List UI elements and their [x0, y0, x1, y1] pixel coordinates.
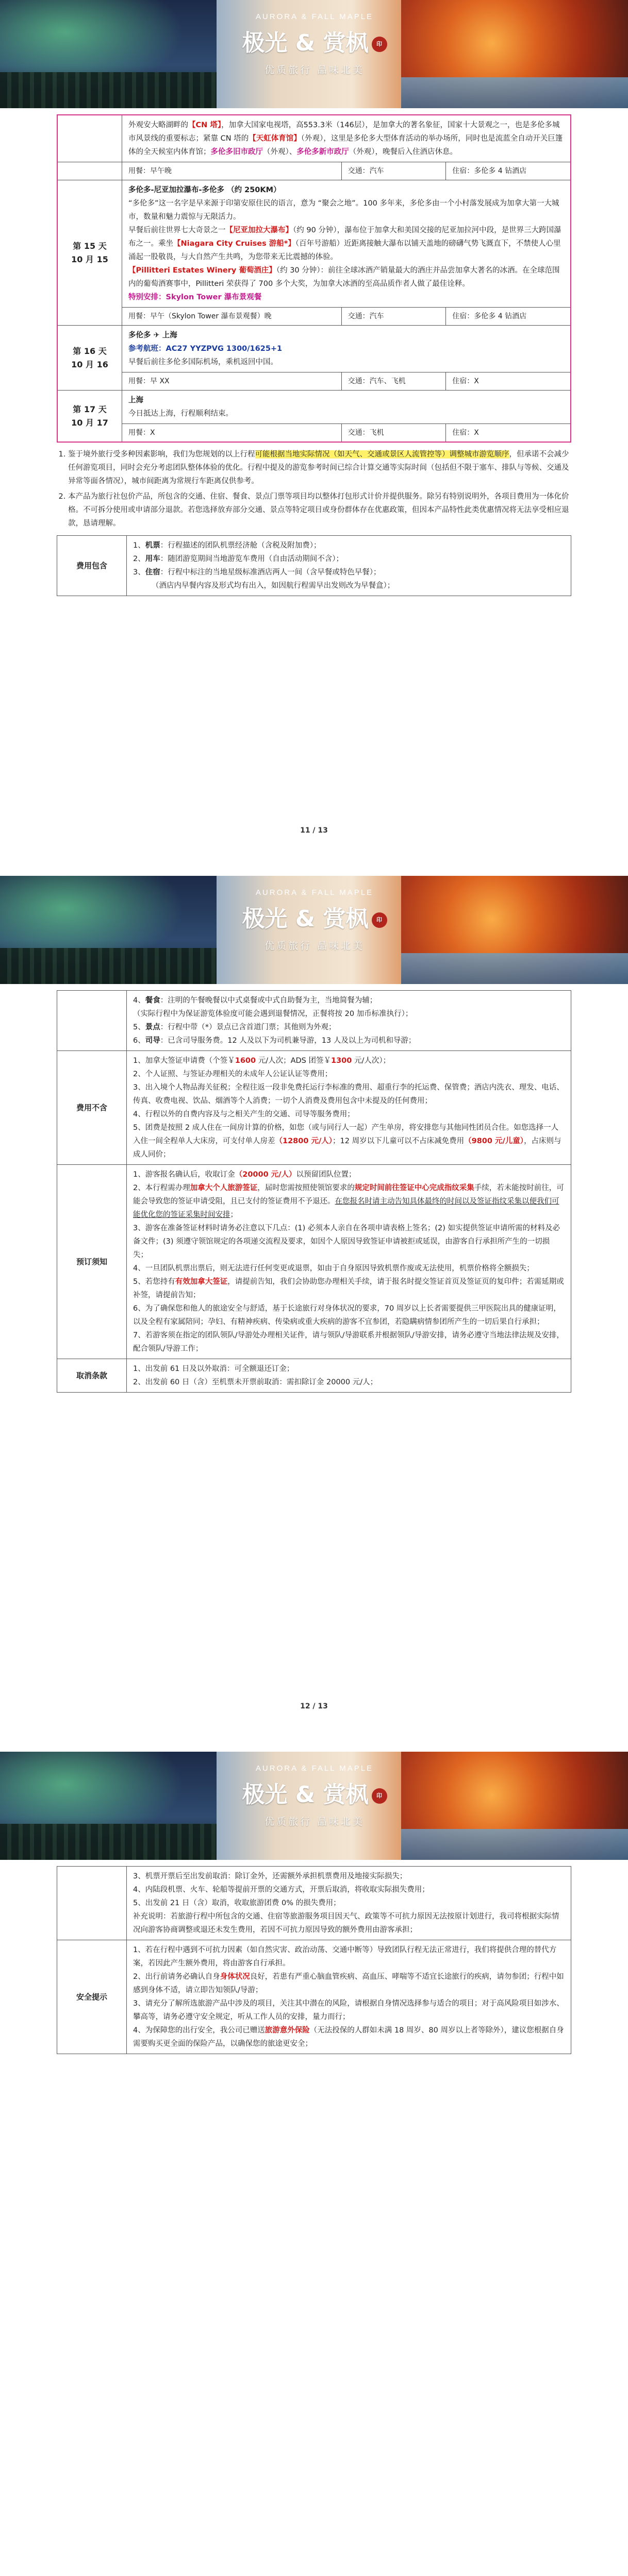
cancel-item: 1、出发前 61 日及以外取消：可全额退还订金；: [133, 1365, 294, 1373]
exclude-item: 1、加拿大签证申请费（个签￥1600 元/人次；ADS 团签￥1300 元/人次）；: [133, 1057, 391, 1065]
day16-transport: 交通：汽车、飞机: [341, 372, 446, 391]
day17-label-cell: [57, 391, 122, 443]
day15-body: [122, 180, 571, 308]
lake-image: [401, 77, 628, 108]
day15-falls-paragraph: 早餐后前往世界七大奇景之一【尼亚加拉大瀑布】（约 90 分钟），瀑布位于加拿大和美国交接的尼亚加拉河中段，是世界三大跨国瀑布之一。乘坐【Niagara City Cruises 游船*】（百年号游船）近距离接触大瀑布以铺天盖地的磅礴气势飞溉直下，不禁使人心里涌起一股敬畏，与大自然产生共鸣，为您带来无比震撼的体验。: [128, 226, 561, 261]
day16-flight: 参考航班：AC27 YYZPVG 1300/1625+1: [128, 345, 283, 353]
brand-slogan: 优质旅行 品味北美: [264, 940, 365, 952]
cancel-item: 4、内陆段机票、火车、轮船等提前开票的交通方式，开票后取消，将收取实际损失费用；: [133, 1886, 429, 1894]
day15-hotel: 住宿：多伦多 4 钻酒店: [446, 308, 571, 326]
fee-item: 6、司导：已含司导服务费。12 人及以下为司机兼导游，13 人及以上为司机和导游；: [133, 1037, 416, 1045]
booking-item: 2、本行程需办理加拿大个人旅游签证，届时您需按照使领馆要求的规定时间前往签证中心完成指纹采集手续，若未能按时前往，可能会导致您的签证申请受阻，且已支付的签证费用不予退还。在您报名时请主动告知具体最终的时间以及签证指纹采集以便我们可能优化您的签证采集时间安排；: [133, 1184, 564, 1219]
day16-text: 早餐后前往多伦多国际机场，乘机返回中国。: [128, 358, 278, 366]
page-number: 12 / 13: [300, 1702, 328, 1710]
day15-winery-paragraph: 【Pillitteri Estates Winery 葡萄酒庄】（约 30 分钟）：前往全球冰酒产销量最大的酒庄并品尝加拿大著名的冰酒。在全球范围内的葡萄酒赛事中，Pillitteri 荣获得了 700 多个大奖，为加拿大冰酒的至高品质作者人做了最佳诠释。: [128, 266, 560, 288]
day15-special: 特别安排：Skylon Tower 瀑布景观餐: [128, 293, 262, 301]
fee-item: 2、用车：随团游览期间当地游览车费用（自由活动期间不含）；: [133, 555, 343, 563]
cancel-continued: [57, 1867, 571, 1940]
brand-title-text: 极光 & 赏枫: [242, 906, 369, 932]
day17-title: 上海: [128, 396, 143, 404]
new-city-hall: 多伦多新市政厅: [296, 148, 349, 156]
forest-silhouette: [0, 1824, 217, 1860]
day15-date: 10 月 15: [71, 254, 108, 264]
cancel-row: [57, 1359, 571, 1393]
day15-intro: “多伦多”这一名字是早来源于印第安原住民的语言，意为 “聚会之地”。100 多年来，多伦多由一个小村落发展成为加拿大第一大城市，数量和魅力震惊与无限活力。: [128, 199, 559, 221]
cn-tower-link: 【CN 塔】: [188, 121, 222, 129]
booking-item: 6、为了确保您和他人的旅途安全与舒适，基于长途旅行对身体状况的要求，70 周岁以上长者需要提供三甲医院出具的健康证明，以及全程有家属陪同；孕妇、有精神疾病、传染病或重大疾病的游客不宜参团，若隐瞒病情参团所产生的一切后果自行承担；: [133, 1304, 561, 1326]
day15-label-cell: [57, 180, 122, 326]
day17-date: 10 月 17: [71, 417, 108, 428]
fee-include-label: 费用包含: [57, 536, 127, 596]
day14-label-cell: [57, 115, 122, 162]
booking-row: [57, 1165, 571, 1359]
day14-row: [57, 115, 571, 162]
policy-table-2: [57, 1866, 571, 2054]
day14-transport: 交通：汽车: [341, 162, 446, 180]
fee-item: 5、景点：行程中带（*）景点已含首道门票；其他则为外观；: [133, 1023, 336, 1031]
exclude-item: 4、行程以外的自费内容及与之相关产生的交通、司导等服务费用；: [133, 1110, 355, 1118]
day17-meal: 用餐：X: [122, 424, 342, 443]
brand-title-text: 极光 & 赏枫: [242, 30, 369, 56]
day14-meta: [57, 162, 571, 180]
brand-title: [211, 1776, 418, 1809]
lake-image: [401, 1829, 628, 1860]
fee-item: 3、住宿：行程中标注的当地星级标准酒店两人一间（含早餐或特色早餐）；: [133, 568, 381, 577]
brand-title-text: 极光 & 赏枫: [242, 1782, 369, 1808]
day16-body: [122, 326, 571, 372]
seal-icon: 印: [372, 37, 387, 52]
day16-meta: [57, 372, 571, 391]
itinerary-notes: [57, 448, 571, 530]
niagara-falls: 【尼亚加拉大瀑布】: [225, 226, 293, 234]
day17-row: [57, 391, 571, 424]
day16-hotel: 住宿：X: [446, 372, 571, 391]
day15-transport: 交通：汽车: [341, 308, 446, 326]
page-12: [0, 876, 628, 1729]
note-highlight: 可能根据当地实际情况（如天气、交通或景区人流管控等）调整城市游览顺序: [255, 450, 509, 459]
day15-title: 多伦多-尼亚加拉瀑布-多伦多 （约 250KM）: [128, 186, 281, 194]
fee-exclude-row: [57, 1051, 571, 1165]
page-11: [0, 0, 628, 853]
niagara-cruise: 【Niagara City Cruises 游船*】: [173, 240, 295, 248]
day17-transport: 交通：飞机: [341, 424, 446, 443]
skydome-link: 【天虹体育馆】: [249, 134, 301, 143]
safety-item: 2、出行前请务必确认自身身体状况良好，若患有严重心脑血管疾病、高血压、哮喘等不适宜长途旅行的疾病，请勿参团；行程中如感到身体不适，请立即告知领队/导游；: [133, 1973, 564, 1994]
day16-label-cell: [57, 326, 122, 391]
booking-label: 预订须知: [57, 1165, 127, 1359]
header-banner: [0, 876, 628, 984]
brand-title: [211, 900, 418, 933]
exclude-item: 2、个人证照、与签证办理相关的未成年人公证认证等费用；: [133, 1070, 333, 1078]
page-number: 11 / 13: [300, 826, 328, 835]
exclude-item: 5、团费是按照 2 成人住在一间房计算的价格，如您（或与同行人一起）产生单房，将安排您与其他同性团员合住。如您选择一人入住一间全程单人大床房，可支付单人房差（12800 元/人）；12 周岁以下儿童可以不占床减免费用（9800 元/儿童），占床则与成人同价；: [133, 1124, 561, 1159]
brand-english: AURORA & FALL MAPLE: [255, 888, 374, 897]
safety-item: 1、若在行程中遇到不可抗力因素（如自然灾害、政治动荡、交通中断等）导致团队行程无法正常进行，我们将提供合理的替代方案，若因此产生额外费用，将由游客自行承担。: [133, 1946, 557, 1968]
day17-label: 第 17 天: [73, 404, 107, 414]
seal-icon: 印: [372, 912, 387, 928]
brand-block: [211, 888, 418, 952]
fee-item: 1、机票：行程描述的团队机票经济舱（含税及附加费）；: [133, 541, 321, 550]
day16-row: [57, 326, 571, 372]
cancel-item: 5、出发前 21 日（含）取消，收取旅游团费 0% 的损失费用；: [133, 1899, 341, 1907]
day17-meta: [57, 424, 571, 443]
booking-item: 5、若您持有有效加拿大签证，请提前告知，我们会协助您办理相关手续，请于报名时提交签证首页及签证页的复印件；若需延期或补签，请提前告知；: [133, 1278, 564, 1299]
booking-item: 1、游客报名确认后，收取订金（20000 元/人）以预留团队位置；: [133, 1171, 356, 1179]
cancel-note: 补充说明：若旅游行程中所包含的交通、住宿等旅游服务项目因天气、政策等不可抗力原因无法按原计划进行，我司将根据实际情况向游客协商调整或退还未发生费用，若因不可抗力原因导致的额外费用由游客承担；: [133, 1912, 559, 1934]
day15-meal: 用餐：早午（Skylon Tower 瀑布景观餐）晚: [122, 308, 342, 326]
brand-slogan: 优质旅行 品味北美: [264, 64, 365, 76]
day14-body: 外观安大略湖畔的【CN 塔】，加拿大国家电视塔，高553.3米（146层），是加拿大的著名象征，国家十大景观之一，也是多伦多城市风景线的重要标志；紧靠 CN 塔的【天虹体育馆】（外观），这里是多伦多大型体育活动的举办场所，同时也是流蓝全自动开关巨篷体的全天候室内体育馆；多伦多旧市政厅（外观）、多伦多新市政厅（外观），晚餐后入住酒店休息。: [122, 115, 571, 162]
note-item: 2. 本产品为旅行社包价产品，所包含的交通、住宿、餐食、景点门票等项目均以整体打包形式计价并提供服务。除另有特别说明外，各项目费用为一体化价格。不可拆分使用或申请部分退款。若您选择放弃部分交通、景点等特定项目或身份群体存在优惠政策，但因本产品特性此类优惠情况将无法享受相应退款，恳请理解。: [68, 490, 571, 530]
brand-block: [211, 1764, 418, 1828]
itinerary-table: [57, 114, 571, 443]
seal-icon: 印: [372, 1788, 387, 1804]
note-item: 1. 鉴于境外旅行受多种因素影响，我们为您规划的以上行程可能根据当地实际情况（如天气、交通或景区人流管控等）调整城市游览顺序，但承诺不会减少任何游览项目，同时会充分考虑团队整体体验的优化。行程中提及的游览参考时间已综合计算交通等实际时间（包括但不限于塞车、排队与等候、交通及异常等面各情况），城市间距离为常规行车距离仅供参考。: [68, 448, 571, 488]
brand-english: AURORA & FALL MAPLE: [255, 1764, 374, 1773]
fee-include-table: [57, 535, 571, 596]
day17-body: [122, 391, 571, 424]
day17-hotel: 住宿：X: [446, 424, 571, 443]
fee-item-note: （酒店内早餐内容及形式均有出入，如因航行程需早出发则改为早餐盒）；: [152, 582, 395, 590]
day16-title: 多伦多 ✈ 上海: [128, 331, 177, 340]
day16-label: 第 16 天: [73, 346, 107, 356]
day15-row: [57, 180, 571, 308]
day14-meal: 用餐：早午晚: [122, 162, 342, 180]
cancel-item: 3、机票开票后至出发前取消：除订金外，还需额外承担机票费用及地接实际损失；: [133, 1872, 407, 1880]
fee-item-note: （实际行程中为保证游览体验度可能会遇到退餐情况，正餐将按 20 加币标准执行）；: [133, 1010, 413, 1018]
brand-english: AURORA & FALL MAPLE: [255, 12, 374, 21]
fee-include-body: [127, 536, 571, 596]
safety-item: 4、为保障您的出行安全，我公司已赠送旅游意外保险（无法投保的人群如未满 18 周岁、80 周岁以上者等除外），建议您根据自身需要购买更全面的保险产品，以确保您的旅途更安全；: [133, 2026, 564, 2048]
fee-include-continued: [57, 991, 571, 1051]
brand-block: [211, 12, 418, 76]
lake-image: [401, 953, 628, 984]
old-city-hall: 多伦多旧市政厅: [210, 148, 263, 156]
day14-hotel: 住宿：多伦多 4 钻酒店: [446, 162, 571, 180]
day15-meta: [57, 308, 571, 326]
booking-item: 4、一旦团队机票出票后，则无法进行任何变更或退票，如由于自身原因导致机票作废或无法使用，机票价格将全额损失；: [133, 1264, 534, 1273]
day17-text: 今日抵达上海，行程顺利结束。: [128, 410, 233, 418]
safety-row: [57, 1940, 571, 2054]
header-banner: [0, 0, 628, 108]
cancel-item: 2、出发前 60 日（含）至机票未开票前取消：需扣除订金 20000 元/人；: [133, 1378, 378, 1386]
day16-date: 10 月 16: [71, 359, 108, 369]
cancel-label: 取消条款: [57, 1359, 127, 1393]
booking-item: 7、若游客须在指定的团队领队/导游处办理相关证件，请与领队/导游联系并根据领队/导游安排，请务必遵守当地法律法规及安排，配合领队/导游工作；: [133, 1331, 564, 1353]
day15-label: 第 15 天: [73, 241, 107, 251]
brand-slogan: 优质旅行 品味北美: [264, 1816, 365, 1827]
safety-item: 3、请充分了解所选旅游产品中涉及的项目，关注其中潜在的风险，请根据自身情况选择参与适合的项目；对于高风险项目如涉水、攀高等，请务必遵守安全规定，听从工作人员的安排，量力而行；: [133, 1999, 564, 2021]
forest-silhouette: [0, 72, 217, 108]
header-banner: [0, 1752, 628, 1860]
safety-label: 安全提示: [57, 1940, 127, 2054]
winery-name: 【Pillitteri Estates Winery 葡萄酒庄】: [128, 266, 276, 275]
fee-item: 4、餐食：注明的午餐晚餐以中式桌餐或中式自助餐为主，当地简餐为辅；: [133, 996, 377, 1005]
policy-table: [57, 990, 571, 1393]
exclude-item: 3、出入境个人物品海关征税；全程往返一段非免费托运行李标准的费用、超重行李的托运费、保管费；酒店内洗衣、理发、电话、传真、收费电视、饮品、烟酒等个人消费；一切个人消费及费用包含中未提及的任何费用；: [133, 1083, 564, 1105]
day16-meal: 用餐：早 XX: [122, 372, 342, 391]
forest-silhouette: [0, 948, 217, 984]
booking-item: 3、游客在准备签证材料时请务必注意以下几点：(1) 必须本人亲自在各项申请表格上签名；(2) 如实提供签证申请所需的材料及必备文件；(3) 须遵守领馆规定的各项递交流程及要求，如因个人原因导致签证申请被拒或延误，由游客自行承担所产生的一切损失；: [133, 1224, 560, 1259]
brand-title: [211, 24, 418, 57]
page-13: [0, 1752, 628, 2576]
fee-exclude-label: 费用不含: [57, 1051, 127, 1165]
